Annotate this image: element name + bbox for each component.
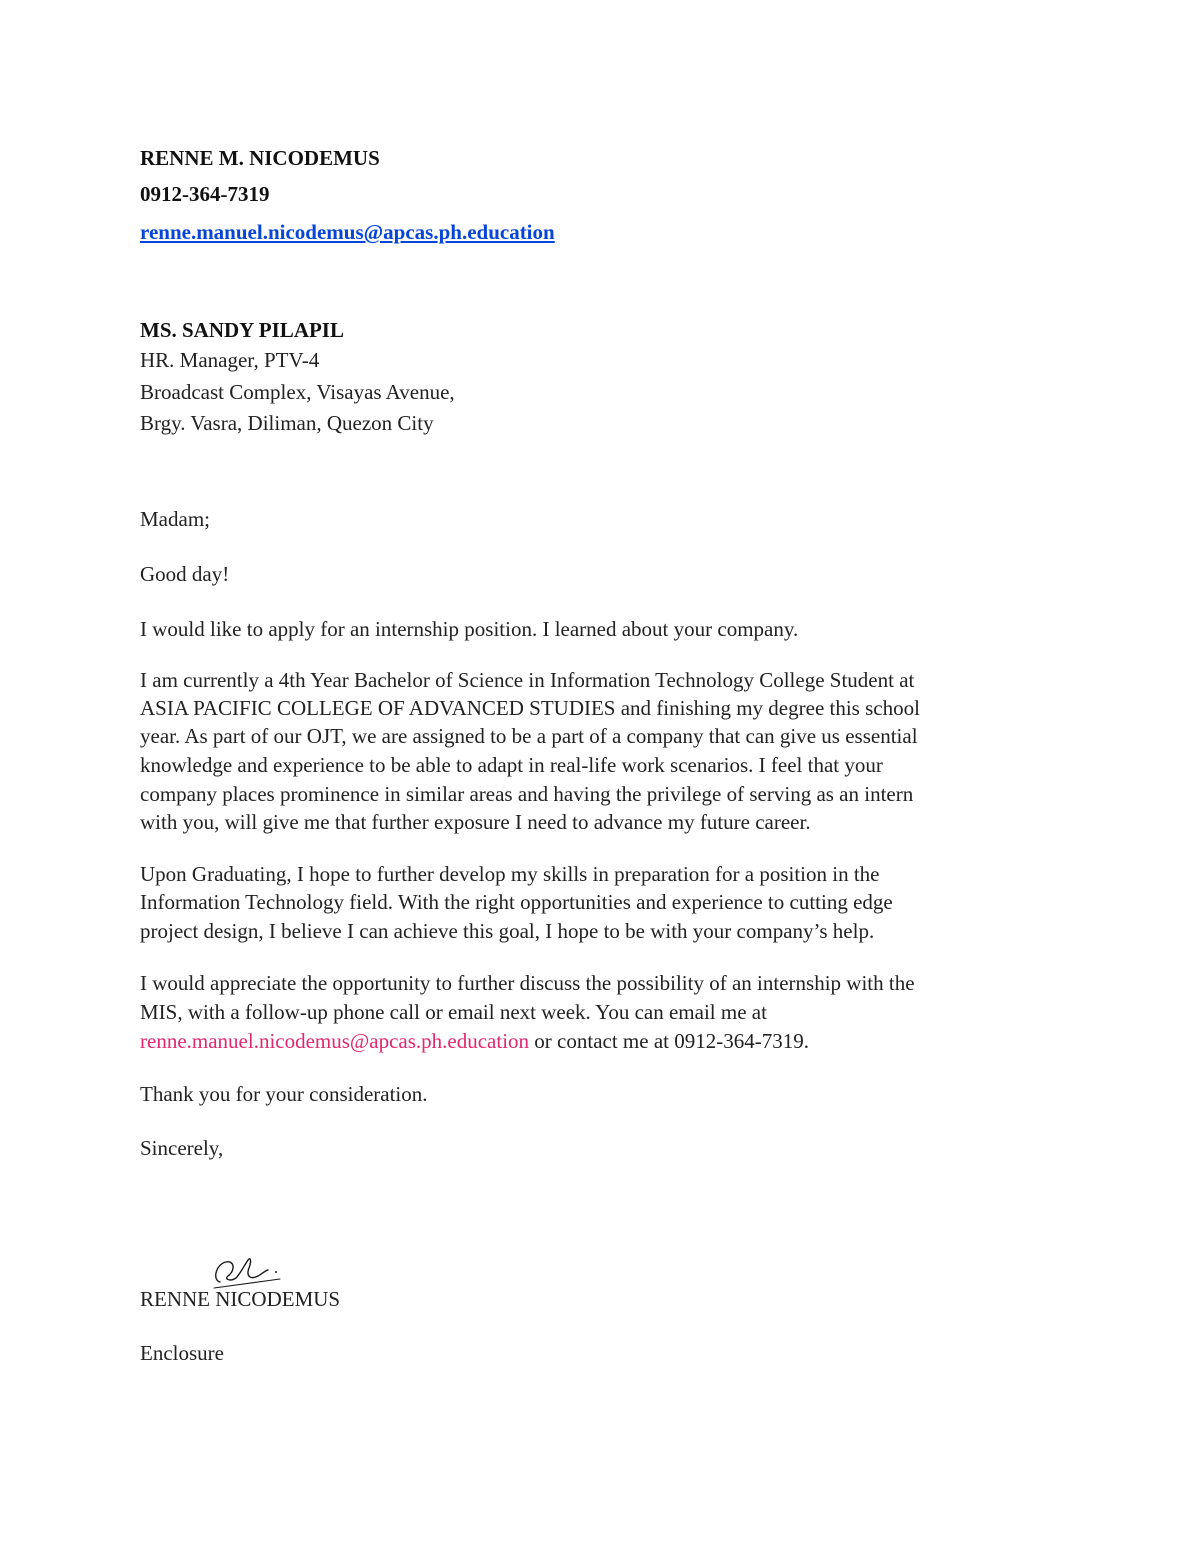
paragraph-background-line: company places prominence in similar areas and having the privilege of serving as an intern bbox=[140, 782, 914, 806]
recipient-address-line1: Broadcast Complex, Visayas Avenue, bbox=[140, 380, 455, 404]
paragraph-background-line: knowledge and experience to be able to adapt in real-life work scenarios. I feel that your bbox=[140, 753, 883, 777]
paragraph-goals-line: Information Technology field. With the right opportunities and experience to cutting edge bbox=[140, 890, 893, 914]
paragraph-followup-line bbox=[140, 1027, 809, 1055]
recipient-name: MS. SANDY PILAPIL bbox=[140, 318, 344, 342]
salutation: Madam; bbox=[140, 507, 210, 531]
paragraph-background-line: with you, will give me that further exposure I need to advance my future career. bbox=[140, 810, 811, 834]
letter-page bbox=[140, 0, 1040, 1553]
paragraph-followup-line: I would appreciate the opportunity to further discuss the possibility of an internship with the bbox=[140, 971, 915, 995]
paragraph-background-line: ASIA PACIFIC COLLEGE OF ADVANCED STUDIES and finishing my degree this school bbox=[140, 696, 920, 720]
paragraph-intro: I would like to apply for an internship position. I learned about your company. bbox=[140, 617, 799, 641]
paragraph-background-line: I am currently a 4th Year Bachelor of Science in Information Technology College Student at bbox=[140, 668, 915, 692]
paragraph-background-line: year. As part of our OJT, we are assigned to be a part of a company that can give us essential bbox=[140, 724, 918, 748]
contact-phone-text: or contact me at 0912-364-7319. bbox=[529, 1029, 809, 1053]
recipient-address-line2: Brgy. Vasra, Diliman, Quezon City bbox=[140, 411, 434, 435]
contact-email-link[interactable]: renne.manuel.nicodemus@apcas.ph.education bbox=[140, 1029, 530, 1053]
paragraph-followup-line: MIS, with a follow-up phone call or email next week. You can email me at bbox=[140, 1000, 767, 1024]
sender-phone: 0912-364-7319 bbox=[140, 182, 270, 206]
recipient-title: HR. Manager, PTV-4 bbox=[140, 348, 320, 372]
paragraph-goals-line: Upon Graduating, I hope to further develop my skills in preparation for a position in the bbox=[140, 862, 880, 886]
thanks-text: Thank you for your consideration. bbox=[140, 1082, 428, 1106]
paragraph-goals-line: project design, I believe I can achieve this goal, I hope to be with your company’s help. bbox=[140, 919, 875, 943]
signature-name: RENNE NICODEMUS bbox=[140, 1287, 341, 1311]
closing-text: Sincerely, bbox=[140, 1136, 224, 1160]
sender-name: RENNE M. NICODEMUS bbox=[140, 146, 380, 170]
greeting: Good day! bbox=[140, 562, 230, 586]
enclosure-text: Enclosure bbox=[140, 1341, 224, 1365]
sender-email-link[interactable]: renne.manuel.nicodemus@apcas.ph.education bbox=[140, 220, 555, 244]
